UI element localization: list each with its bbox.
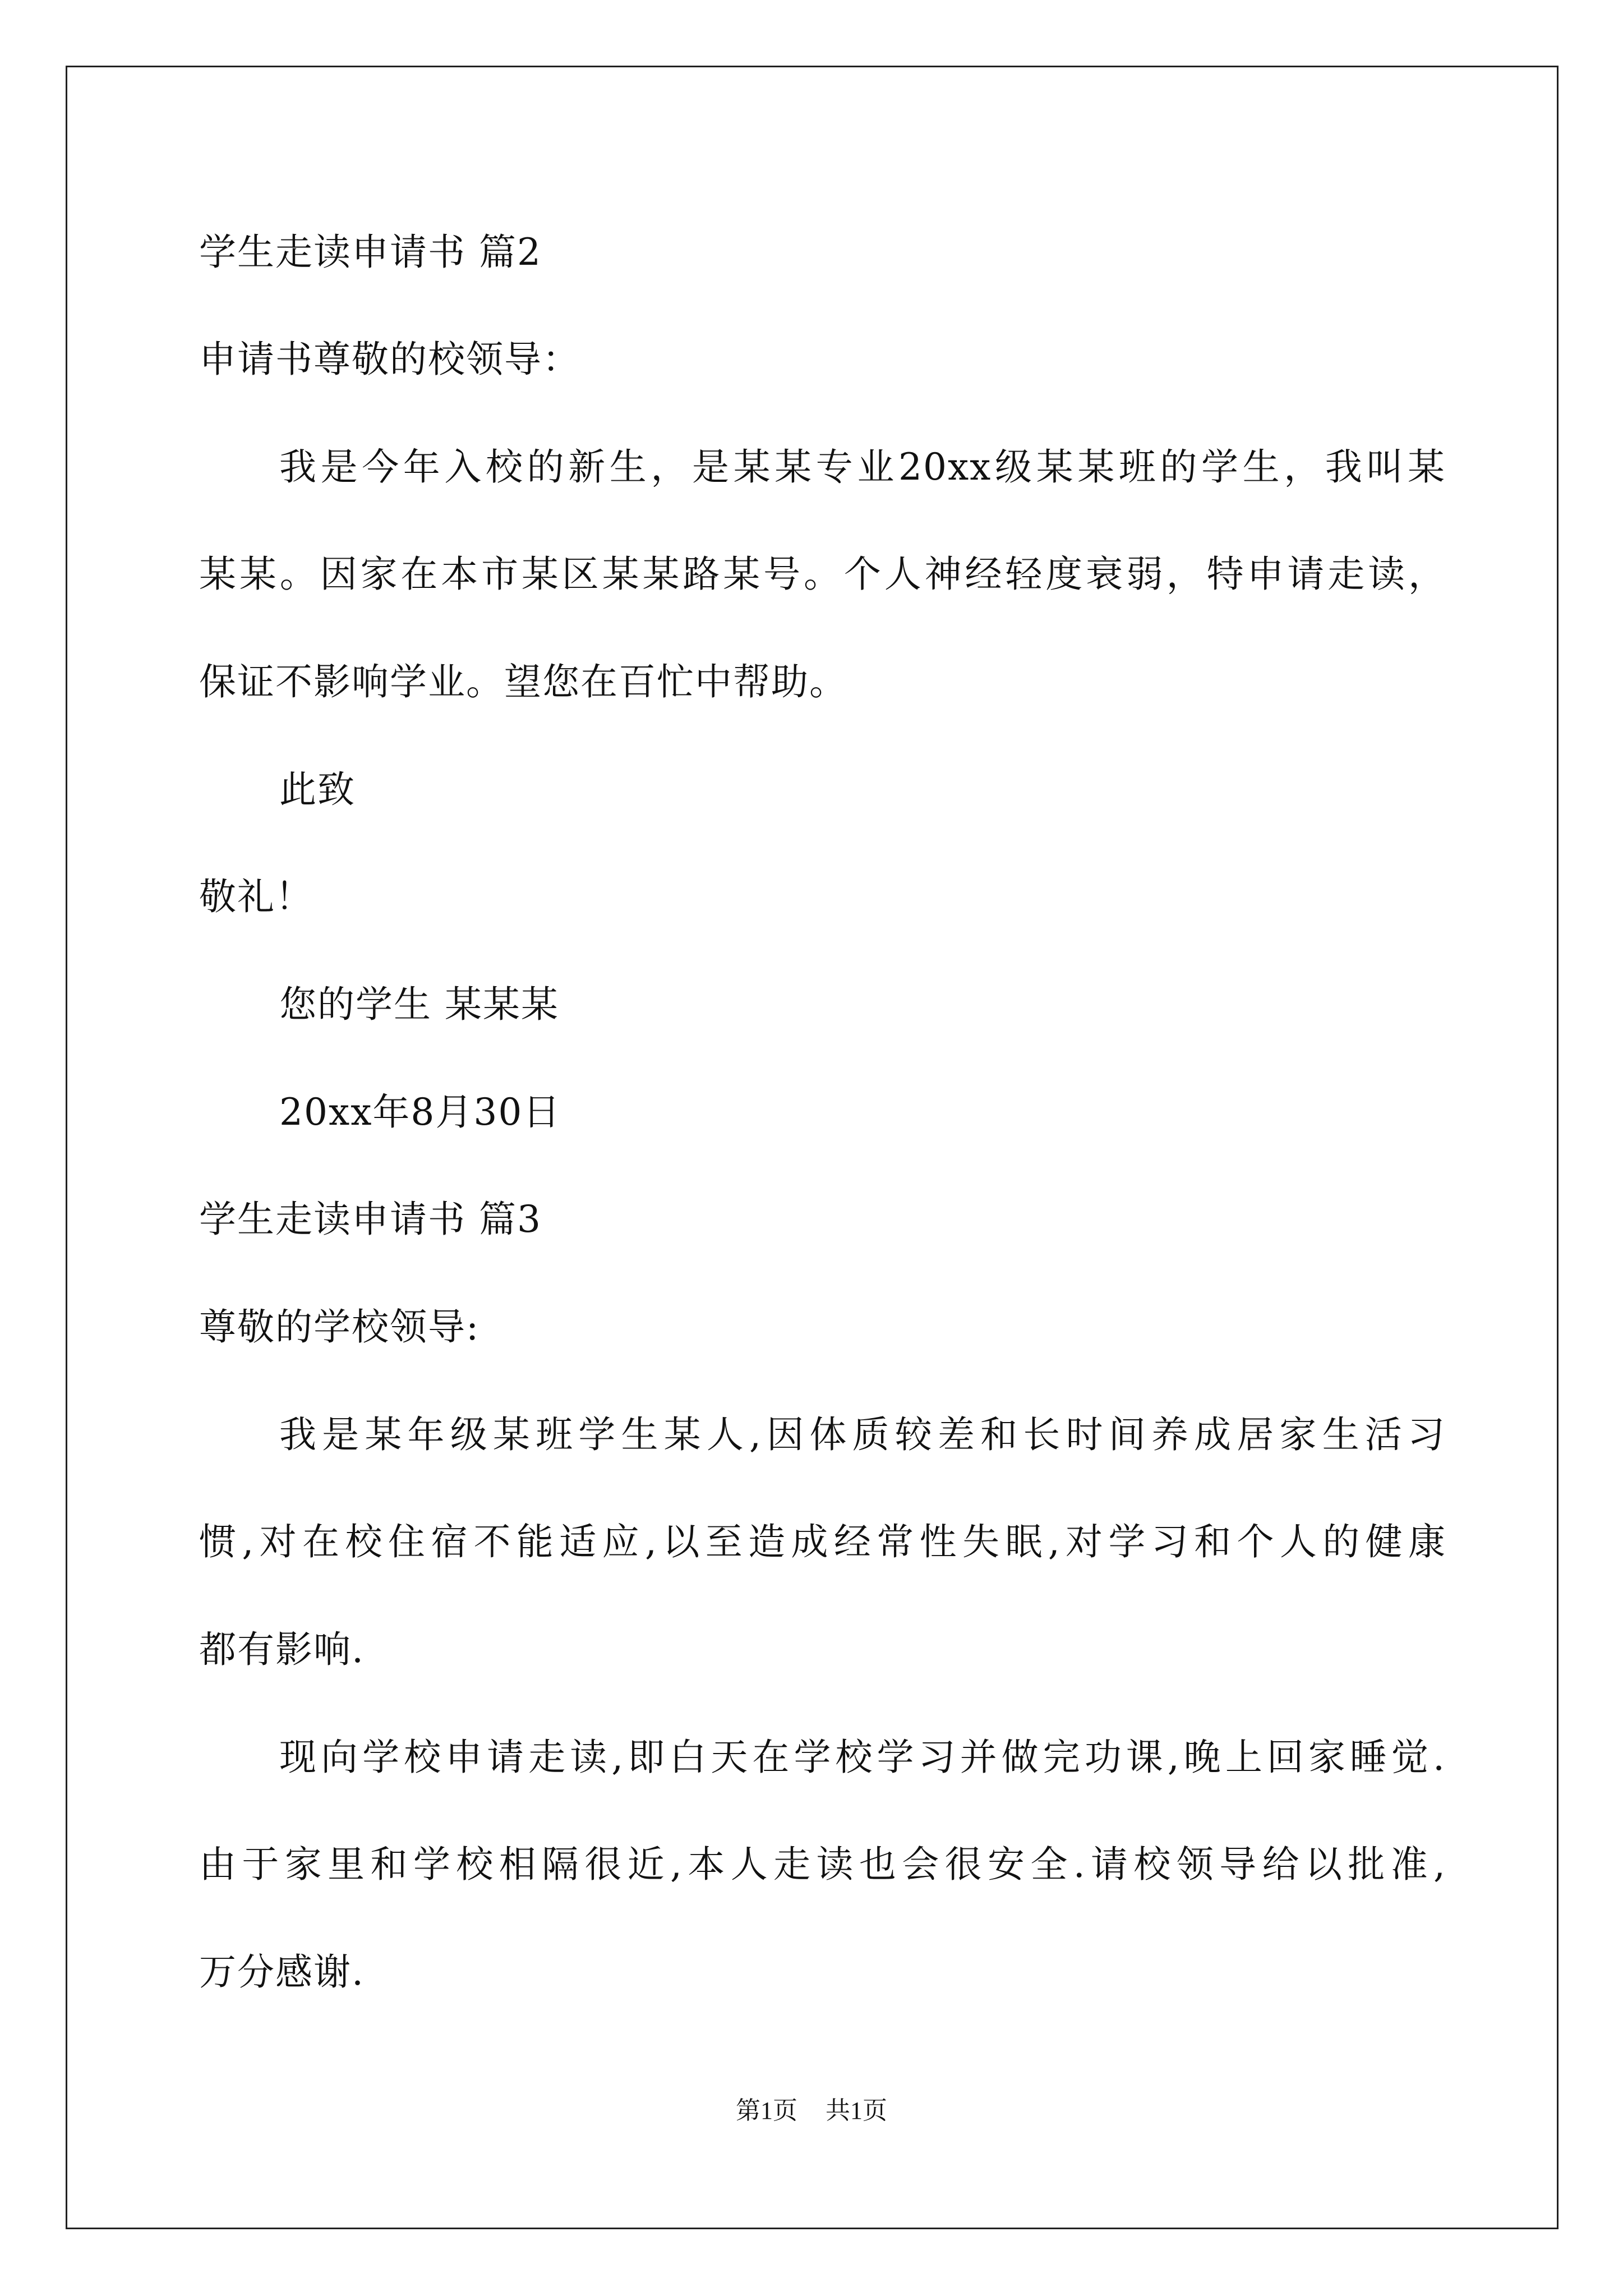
paragraph-line: 我是今年入校的新生，是某某专业20xx级某某班的学生，我叫某	[279, 445, 1446, 489]
salutation: 尊敬的学校领导:	[199, 1305, 480, 1349]
closing-line: 此致	[279, 768, 356, 811]
salutation: 申请书尊敬的校领导：	[199, 338, 580, 381]
paragraph-line: 某某。因家在本市某区某某路某号。个人神经轻度衰弱，特申请走读，	[199, 553, 1446, 596]
section-title-3: 学生走读申请书 篇3	[199, 1198, 542, 1241]
date-line: 20xx年8月30日	[279, 1091, 561, 1134]
paragraph-line: 万分感谢.	[199, 1950, 365, 1994]
signature-line: 您的学生 某某某	[279, 983, 559, 1026]
paragraph-line: 由于家里和学校相隔很近,本人走读也会很安全.请校领导给以批准,	[199, 1843, 1446, 1886]
paragraph-line: 现向学校申请走读,即白天在学校学习并做完功课,晚上回家睡觉.	[279, 1736, 1446, 1779]
total-pages: 共1页	[826, 2097, 887, 2124]
section-title-2: 学生走读申请书 篇2	[199, 231, 542, 274]
page-border	[66, 66, 1559, 2229]
paragraph-line: 都有影响.	[199, 1628, 365, 1671]
paragraph-line: 保证不影响学业。望您在百忙中帮助。	[199, 660, 847, 703]
page-number: 第1页	[736, 2097, 797, 2124]
regards-line: 敬礼！	[199, 875, 313, 918]
paragraph-line: 我是某年级某班学生某人,因体质较差和长时间养成居家生活习	[279, 1413, 1446, 1456]
paragraph-line: 惯,对在校住宿不能适应,以至造成经常性失眠,对学习和个人的健康	[199, 1520, 1446, 1563]
page-footer	[0, 2099, 1623, 2123]
